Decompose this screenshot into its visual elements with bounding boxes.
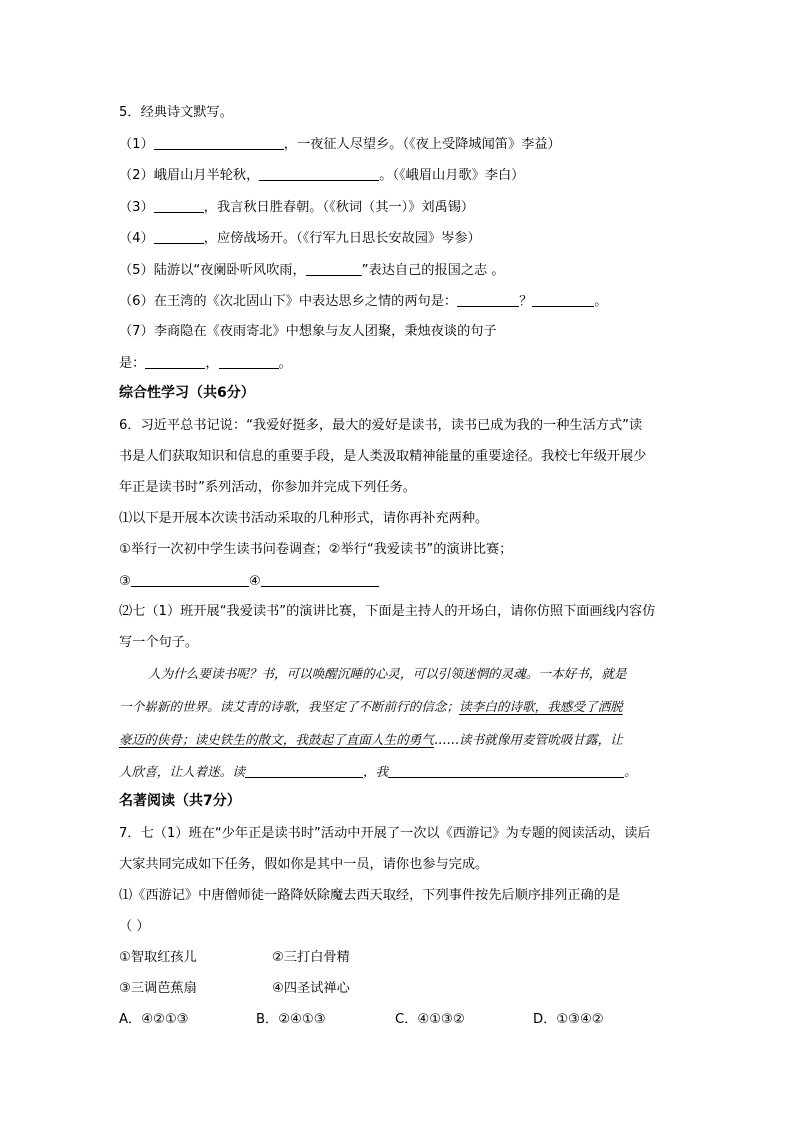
option-c[interactable]: C．④①③② [395,1012,465,1027]
item-number: （6） [119,294,154,309]
answer-parentheses[interactable]: （ ） [119,919,150,934]
answer-blank[interactable] [154,198,204,213]
q5-item-6 [119,292,607,311]
q6-part1: ⑴以下是开展本次读书活动采取的几种形式，请你再补充两种。 [119,511,489,526]
passage-text: 。 [624,764,637,779]
q6-text-line: 年正是读书时”系列活动，你参加并完成下列任务。 [119,480,416,495]
item-number: （3） [119,200,154,215]
answer-blank[interactable] [245,763,363,778]
q6-part2: ⑵七（1）班开展“我爱读书”的演讲比赛，下面是主持人的开场白，请你仿照下面画线内容仿 [119,604,656,619]
q5-item-7-continued [119,354,292,373]
q5-item-5 [119,261,505,280]
item-text: ”表达自己的报国之志 。 [361,263,505,278]
section-heading-classics: 名著阅读（共7分） [119,793,241,809]
item-text: 峨眉山月半轮秋， [153,168,260,183]
option-a[interactable]: A．④②①③ [119,1012,189,1027]
answer-blank[interactable] [131,572,249,587]
q5-item-2 [119,166,524,185]
item-text: 陆游以“夜阑卧听风吹雨， [153,263,306,278]
q7-text-line: 7．七（1）班在“少年正是读书时”活动中开展了一次以《西游记》为专题的阅读活动，读后 [119,826,651,841]
underlined-sentence: 读李白的诗歌，我感受了洒脱 [459,699,623,714]
item-text: 。 [594,294,608,309]
answer-blank[interactable] [145,354,205,369]
answer-blank[interactable] [306,261,362,276]
answer-blank[interactable] [259,166,379,181]
q5-item-1 [119,135,561,154]
item-number: （5） [119,263,154,278]
item-text: ？ [519,294,533,309]
q5-item-7 [119,323,497,341]
answer-blank[interactable] [154,135,284,150]
q7-event: ④四圣试禅心 [272,981,350,996]
q6-part1-blanks [119,572,379,591]
q7-part1: ⑴《西游记》中唐僧师徒一路降妖除魔去西天取经，下列事件按先后顺序排列正确的是 [119,888,621,903]
q6-text-line: 6．习近平总书记说：“我爱好挺多，最大的爱好是读书，读书已成为我的一种生活方式”读 [119,418,643,433]
q7-event: ③三调芭蕉扇 [119,981,197,996]
option-d[interactable]: D．①③④② [533,1012,604,1027]
passage-line [119,698,623,716]
passage-text: 人欣喜，让人着迷。读 [119,764,245,779]
answer-blank[interactable] [532,292,594,307]
answer-blank[interactable] [261,572,379,587]
q6-part1-items: ①举行一次初中学生读书问卷调查；②举行“我爱读书”的演讲比赛； [119,542,513,557]
q7-text-line: 大家共同完成如下任务，假如你是其中一员，请你也参与完成。 [119,857,489,872]
q7-event: ①智取红孩儿 [119,950,197,965]
item-number: （4） [119,231,154,246]
item-text: ，应傍战场开。（《行军九日思长安故园》岑参） [203,231,481,246]
item-text: 是： [119,356,146,371]
q5-item-4 [119,229,481,248]
item-text: ， [205,356,219,371]
item-text: ，一夜征人尽望乡。（《夜上受降城闻笛》李益） [283,137,561,152]
option-b[interactable]: B．②④①③ [256,1012,326,1027]
item-number: （7） [119,324,154,339]
q5-title: 5．经典诗文默写。 [119,105,233,120]
item-text: 。（《峨眉山月歌》李白） [379,168,525,183]
passage-line [119,731,623,749]
q6-text-line: 书是人们获取知识和信息的重要手段，是人类汲取精神能量的重要途径。我校七年级开展少 [119,449,647,464]
item-text: ，我言秋日胜春朝。（《秋词（其一）》刘禹锡） [203,200,475,215]
passage-text: 一个崭新的世界。读艾青的诗歌，我坚定了不断前行的信念； [119,699,460,714]
passage-line [119,763,637,781]
passage-text: ……读书就像用麦管吮吸甘露，让 [433,732,623,747]
section-heading-comprehensive: 综合性学习（共6分） [119,385,255,401]
q6-part2: 写一个句子。 [119,635,199,650]
item-number: ④ [248,574,261,589]
passage-text: ，我 [362,764,389,779]
answer-blank[interactable] [219,354,279,369]
item-number: ③ [119,574,131,589]
underlined-sentence: 豪迈的侠骨；读史铁生的散文，我鼓起了直面人生的勇气 [119,732,434,747]
q5-item-3 [119,198,474,217]
q7-event: ②三打白骨精 [272,950,350,965]
answer-blank[interactable] [388,763,624,778]
answer-blank[interactable] [457,292,519,307]
answer-blank[interactable] [154,229,204,244]
item-number: （1） [119,137,154,152]
passage-line: 人为什么要读书呢？书，可以唤醒沉睡的心灵，可以引领迷惘的灵魂。一本好书，就是 [148,666,627,681]
item-text: 。 [278,356,292,371]
item-number: （2） [119,168,154,183]
item-text: 李商隐在《夜雨寄北》中想象与友人团聚，秉烛夜谈的句子 [153,324,497,339]
item-text: 在王湾的《次北固山下》中表达思乡之情的两句是： [153,294,458,309]
